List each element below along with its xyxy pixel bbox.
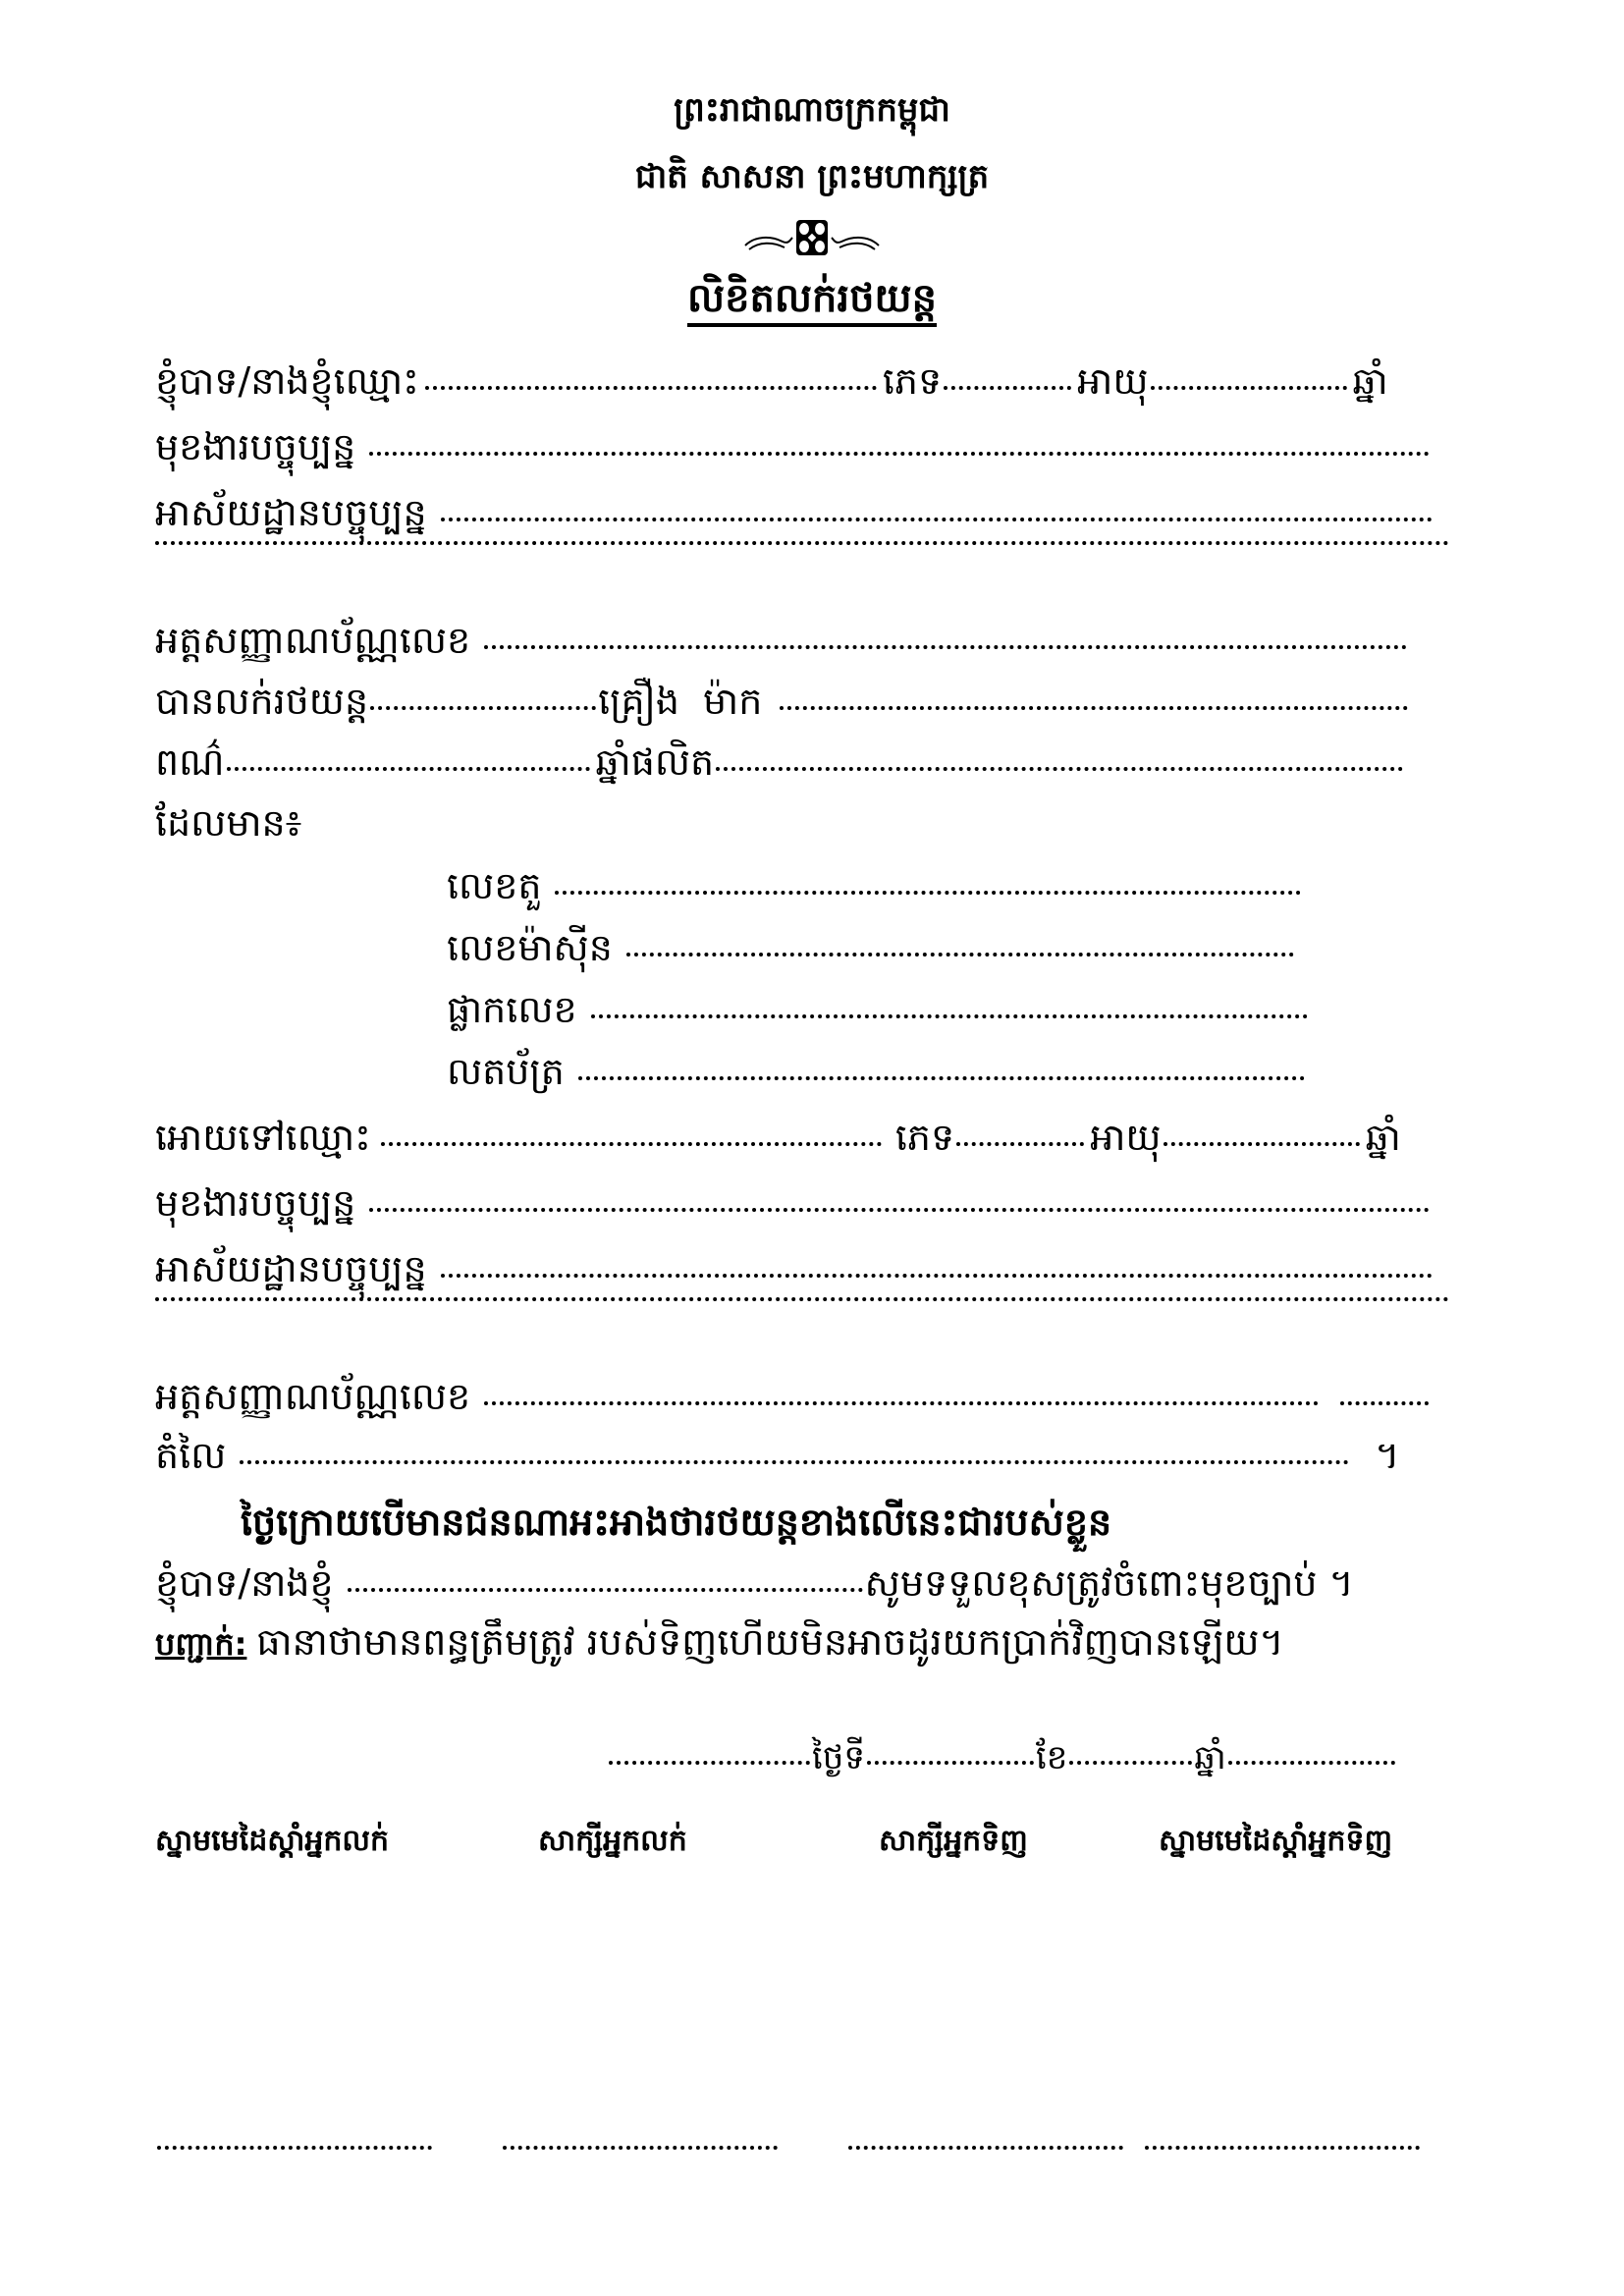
price-row — [155, 1426, 1399, 1485]
buyer-address-field-line2[interactable] — [155, 1297, 1449, 1301]
vehicle-registration-field[interactable] — [578, 1076, 1305, 1080]
date-prefix-field[interactable] — [609, 1761, 810, 1765]
vehicle-color-field[interactable] — [227, 767, 590, 771]
buyer-occupation-label: មុខងារបច្ចុប្បន្ន — [155, 1181, 356, 1225]
signature-seller-thumbprint-label: ស្នាមមេដៃស្តាំអ្នកលក់ — [155, 1824, 390, 1858]
declaration-pronoun-label: ខ្ញុំបាទ/នាងខ្ញុំ — [155, 1561, 334, 1605]
vehicle-year-made-field[interactable] — [716, 767, 1403, 771]
seller-address-continuation-row — [155, 545, 1455, 604]
seller-id-row — [155, 611, 1413, 670]
price-field[interactable] — [240, 1460, 1349, 1464]
seller-occupation-field[interactable] — [369, 452, 1430, 456]
vehicle-has-row — [155, 793, 301, 852]
vehicle-engine-label: លេខម៉ាស៊ីន — [447, 926, 613, 969]
buyer-id-field-extra[interactable] — [1340, 1401, 1429, 1405]
vehicle-unit-label: គ្រឿង — [598, 680, 680, 723]
vehicle-color-label: ពណ៌ — [155, 740, 225, 784]
vehicle-engine-row — [447, 918, 1300, 977]
buyer-name-field[interactable] — [381, 1142, 882, 1146]
buyer-occupation-field[interactable] — [369, 1208, 1430, 1212]
vehicle-chassis-field[interactable] — [555, 891, 1301, 895]
kingdom-header: ព្រះរាជាណាចក្រកម្ពុជា — [674, 90, 950, 130]
seller-name-field[interactable] — [425, 386, 877, 390]
document-title-text: លិខិតលក់រថយន្ត — [687, 276, 937, 327]
declaration-statement: ថ្ងៃក្រោយបើមានជនណាអះអាងថារថយន្តខាងលើនេះជារបស់ខ្លួន — [241, 1501, 1112, 1544]
seller-name-row — [155, 352, 1388, 410]
buyer-occupation-row — [155, 1174, 1435, 1232]
date-month-label: ខែ — [1035, 1738, 1068, 1777]
buyer-address-label: អាស័យដ្ឋានបច្ចុប្បន្ន — [155, 1247, 427, 1290]
national-motto: ជាតិ សាសនា ព្រះមហាក្សត្រ — [634, 157, 990, 196]
document-title — [0, 273, 1624, 331]
date-row — [609, 1728, 1397, 1787]
vehicle-registration-label: លតប័ត្រ — [447, 1050, 565, 1093]
note-row — [155, 1613, 1284, 1671]
vehicle-chassis-label: លេខតួ — [447, 864, 542, 907]
seller-sex-label: ភេទ — [882, 359, 943, 403]
seller-year-unit: ឆ្នាំ — [1352, 359, 1388, 403]
date-day-label: ថ្ងៃទី — [812, 1738, 865, 1777]
signature-buyer-witness-line[interactable] — [848, 2146, 1123, 2150]
seller-address-field-line2[interactable] — [155, 541, 1449, 545]
vehicle-count-field[interactable] — [370, 706, 596, 710]
buyer-address-field[interactable] — [441, 1274, 1433, 1278]
note-text: ធានាថាមានពន្ធត្រឹមត្រូវ របស់ទិញហើយមិនអាចដូរយកប្រាក់វិញបានឡើយ។ — [256, 1620, 1284, 1664]
signature-seller-witness-line[interactable] — [503, 2146, 778, 2150]
seller-age-field[interactable] — [1151, 386, 1347, 390]
buyer-age-label: អាយុ — [1090, 1116, 1162, 1159]
buyer-name-label: អោយទៅឈ្មោះ — [155, 1116, 371, 1159]
date-year-label: ឆ្នាំ — [1194, 1738, 1226, 1777]
buyer-id-row — [155, 1367, 1435, 1426]
buyer-id-label: អត្តសញ្ញាណប័ណ្ណលេខ — [155, 1375, 471, 1418]
price-label: តំលៃ — [155, 1434, 227, 1477]
buyer-address-row — [155, 1239, 1438, 1298]
buyer-age-field[interactable] — [1164, 1142, 1360, 1146]
buyer-sex-field[interactable] — [956, 1142, 1084, 1146]
seller-name-label: ខ្ញុំបាទ/នាងខ្ញុំឈ្មោះ — [155, 359, 419, 403]
declaration-name-field[interactable] — [348, 1588, 863, 1592]
vehicle-plate-label: ផ្លាកលេខ — [447, 988, 577, 1031]
seller-address-field[interactable] — [441, 518, 1433, 521]
vehicle-brand-field[interactable] — [780, 706, 1408, 710]
buyer-name-row — [155, 1108, 1401, 1167]
vehicle-has-label: ដែលមាន៖ — [155, 801, 302, 845]
decorative-flourish-icon — [743, 218, 881, 257]
seller-id-field[interactable] — [484, 645, 1407, 649]
vehicle-sold-label: បានលក់រថយន្ត — [155, 680, 369, 723]
signature-seller-thumbprint-line[interactable] — [157, 2146, 432, 2150]
signature-buyer-witness-label: សាក្សីអ្នកទិញ — [879, 1824, 1028, 1858]
note-label: បញ្ជាក់: — [155, 1625, 247, 1663]
seller-address-label: អាស័យដ្ឋានបច្ចុប្បន្ន — [155, 491, 427, 534]
declaration-responsibility-row — [155, 1554, 1354, 1613]
seller-occupation-row — [155, 417, 1435, 476]
vehicle-registration-row — [447, 1042, 1311, 1101]
date-day-field[interactable] — [867, 1761, 1034, 1765]
vehicle-sold-row — [155, 672, 1414, 731]
signature-buyer-thumbprint-label: ស្នាមមេដៃស្តាំអ្នកទិញ — [1159, 1824, 1393, 1858]
vehicle-engine-field[interactable] — [626, 953, 1294, 957]
date-month-field[interactable] — [1069, 1761, 1192, 1765]
date-year-field[interactable] — [1228, 1761, 1395, 1765]
price-end-mark: ។ — [1375, 1434, 1400, 1477]
buyer-address-continuation-row — [155, 1301, 1455, 1360]
declaration-statement-row — [241, 1493, 1111, 1552]
seller-sex-field[interactable] — [944, 386, 1071, 390]
vehicle-color-row — [155, 733, 1409, 792]
signature-buyer-thumbprint-line[interactable] — [1145, 2146, 1420, 2150]
signature-seller-witness-label: សាក្សីអ្នកលក់ — [538, 1824, 687, 1858]
seller-address-row — [155, 483, 1438, 542]
vehicle-chassis-row — [447, 856, 1307, 915]
declaration-responsibility-text: សូមទទួលខុសត្រូវចំពោះមុខច្បាប់ ។ — [864, 1561, 1354, 1605]
buyer-year-unit: ឆ្នាំ — [1365, 1116, 1401, 1159]
buyer-id-field[interactable] — [484, 1401, 1319, 1405]
vehicle-plate-row — [447, 980, 1314, 1039]
vehicle-year-made-label: ឆ្នាំផលិត — [595, 740, 715, 784]
seller-id-label: អត្តសញ្ញាណប័ណ្ណលេខ — [155, 619, 471, 662]
seller-occupation-label: មុខងារបច្ចុប្បន្ន — [155, 425, 356, 468]
vehicle-brand-label: ម៉ាក — [703, 680, 763, 723]
buyer-sex-label: ភេទ — [894, 1116, 955, 1159]
vehicle-plate-field[interactable] — [591, 1014, 1308, 1018]
seller-age-label: អាយុ — [1077, 359, 1149, 403]
